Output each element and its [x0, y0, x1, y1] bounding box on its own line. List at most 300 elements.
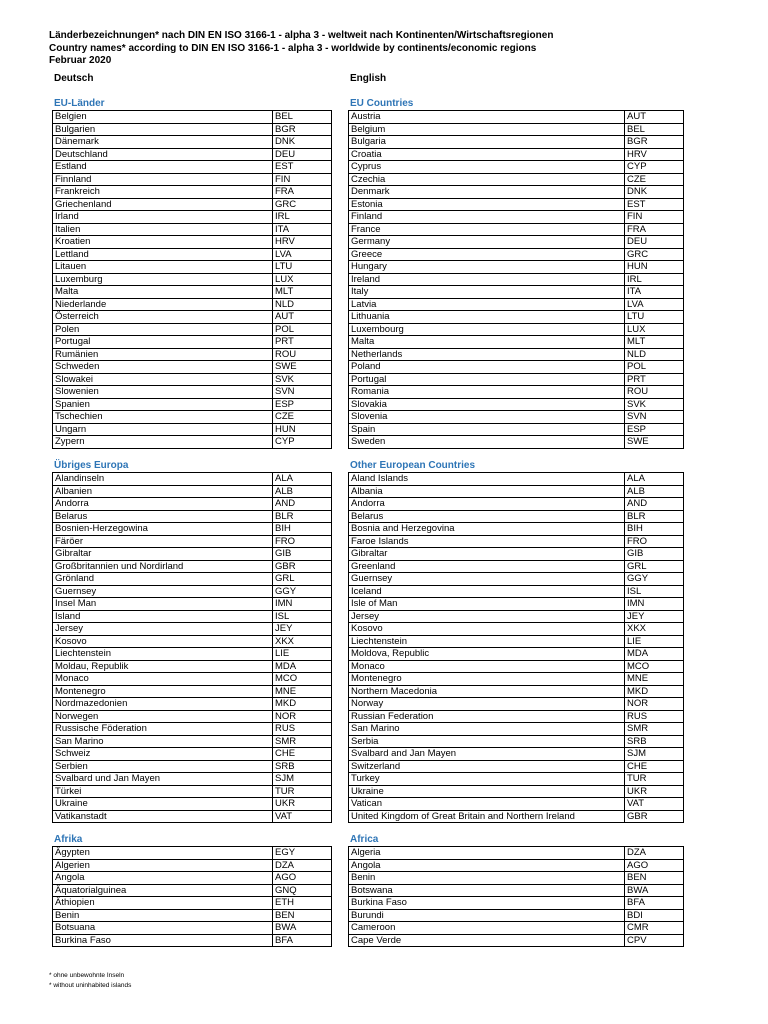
country-name: Slowakei	[53, 373, 273, 386]
table-row	[53, 485, 332, 498]
table-row	[349, 760, 684, 773]
country-name: Alandinseln	[53, 473, 273, 486]
table-row	[53, 236, 332, 249]
country-name: Faroe Islands	[349, 535, 625, 548]
country-code: LIE	[625, 635, 684, 648]
column-header-english: English	[350, 73, 387, 84]
table-row	[349, 773, 684, 786]
country-code: GIB	[625, 548, 684, 561]
country-code: SWE	[273, 361, 332, 374]
table-row	[349, 785, 684, 798]
table-row	[349, 211, 684, 224]
table-row	[53, 785, 332, 798]
table-row	[349, 311, 684, 324]
country-code: SVN	[625, 411, 684, 424]
country-code: AGO	[625, 859, 684, 872]
table-row	[349, 735, 684, 748]
country-code: CPV	[625, 934, 684, 947]
table-row	[53, 798, 332, 811]
country-name: Cyprus	[349, 161, 625, 174]
country-code: GRL	[273, 573, 332, 586]
country-name: Latvia	[349, 298, 625, 311]
table-row	[349, 336, 684, 349]
country-name: Jersey	[53, 623, 273, 636]
country-code: VAT	[273, 810, 332, 823]
country-code: BIH	[625, 523, 684, 536]
table-row	[53, 261, 332, 274]
country-code: CHE	[625, 760, 684, 773]
country-code: ALA	[625, 473, 684, 486]
country-name: San Marino	[349, 723, 625, 736]
country-code: BIH	[273, 523, 332, 536]
country-code: EST	[273, 161, 332, 174]
table-row	[349, 523, 684, 536]
country-name: Andorra	[53, 498, 273, 511]
title-english: Country names* according to DIN EN ISO 3166-1 - alpha 3 - worldwide by continents/economic regions	[49, 42, 537, 54]
table-row	[349, 560, 684, 573]
country-code: HRV	[273, 236, 332, 249]
country-name: Svalbard and Jan Mayen	[349, 748, 625, 761]
country-code: AUT	[625, 111, 684, 124]
country-name: Litauen	[53, 261, 273, 274]
table-row	[349, 685, 684, 698]
country-name: Estland	[53, 161, 273, 174]
country-name: Nordmazedonien	[53, 698, 273, 711]
table-row	[349, 348, 684, 361]
table-row	[53, 398, 332, 411]
country-code: MLT	[625, 336, 684, 349]
country-code: RUS	[273, 723, 332, 736]
country-name: Äthiopien	[53, 897, 273, 910]
footnotes	[49, 971, 131, 991]
country-name: Moldau, Republik	[53, 660, 273, 673]
country-code: CMR	[625, 922, 684, 935]
table-row	[53, 698, 332, 711]
section-title: Übriges Europa	[54, 460, 129, 471]
country-code: SVK	[625, 398, 684, 411]
section-title: Afrika	[54, 834, 83, 845]
country-name: Niederlande	[53, 298, 273, 311]
country-code: ETH	[273, 897, 332, 910]
country-code: IRL	[273, 211, 332, 224]
country-name: Irland	[53, 211, 273, 224]
table-row	[349, 635, 684, 648]
table-row	[53, 585, 332, 598]
country-code: IRL	[625, 273, 684, 286]
table-row	[53, 161, 332, 174]
table-row	[349, 298, 684, 311]
country-code: MNE	[273, 685, 332, 698]
country-name: Türkei	[53, 785, 273, 798]
section-en-0	[348, 97, 684, 449]
table-row	[349, 810, 684, 823]
table-row	[349, 248, 684, 261]
country-code: FRA	[273, 186, 332, 199]
country-name: Luxemburg	[53, 273, 273, 286]
country-code: EGY	[273, 847, 332, 860]
country-code: LIE	[273, 648, 332, 661]
table-row	[53, 847, 332, 860]
country-name: Zypern	[53, 436, 273, 449]
country-code: GRC	[625, 248, 684, 261]
table-row	[349, 423, 684, 436]
country-code: DZA	[625, 847, 684, 860]
country-name: Tschechien	[53, 411, 273, 424]
country-code: DZA	[273, 859, 332, 872]
table-row	[349, 585, 684, 598]
table-row	[53, 498, 332, 511]
country-code: UKR	[273, 798, 332, 811]
country-name: Ägypten	[53, 847, 273, 860]
country-name: Deutschland	[53, 148, 273, 161]
table-row	[349, 548, 684, 561]
country-code: GBR	[625, 810, 684, 823]
country-name: Cameroon	[349, 922, 625, 935]
country-code: SMR	[273, 735, 332, 748]
country-code: AGO	[273, 872, 332, 885]
table-row	[53, 148, 332, 161]
country-name: Greece	[349, 248, 625, 261]
country-code: SRB	[273, 760, 332, 773]
country-name: Guernsey	[349, 573, 625, 586]
table-row	[349, 872, 684, 885]
table-row	[349, 273, 684, 286]
country-name: Gibraltar	[349, 548, 625, 561]
country-code: POL	[273, 323, 332, 336]
country-name: Iceland	[349, 585, 625, 598]
country-table	[52, 110, 332, 449]
table-row	[349, 909, 684, 922]
table-row	[53, 735, 332, 748]
country-code: MCO	[273, 673, 332, 686]
table-row	[53, 123, 332, 136]
country-name: Estonia	[349, 198, 625, 211]
table-row	[349, 161, 684, 174]
country-name: Bosnia and Herzegovina	[349, 523, 625, 536]
country-code: ITA	[273, 223, 332, 236]
country-code: LUX	[273, 273, 332, 286]
country-code: HUN	[625, 261, 684, 274]
country-code: ISL	[625, 585, 684, 598]
table-row	[349, 111, 684, 124]
table-row	[53, 723, 332, 736]
country-name: France	[349, 223, 625, 236]
country-name: Slowenien	[53, 386, 273, 399]
country-code: CHE	[273, 748, 332, 761]
table-row	[53, 111, 332, 124]
table-row	[349, 648, 684, 661]
table-row	[349, 173, 684, 186]
table-row	[349, 186, 684, 199]
table-row	[349, 373, 684, 386]
country-code: NOR	[625, 698, 684, 711]
country-name: Austria	[349, 111, 625, 124]
country-name: Ukraine	[349, 785, 625, 798]
country-name: Schweden	[53, 361, 273, 374]
table-row	[53, 673, 332, 686]
country-code: GRL	[625, 560, 684, 573]
country-name: Serbia	[349, 735, 625, 748]
country-name: Andorra	[349, 498, 625, 511]
country-table	[52, 846, 332, 947]
country-name: Slovenia	[349, 411, 625, 424]
country-name: Botswana	[349, 884, 625, 897]
country-name: Norwegen	[53, 710, 273, 723]
country-name: Germany	[349, 236, 625, 249]
country-name: Monaco	[53, 673, 273, 686]
country-name: Denmark	[349, 186, 625, 199]
country-code: GGY	[625, 573, 684, 586]
country-code: AND	[273, 498, 332, 511]
country-name: Cape Verde	[349, 934, 625, 947]
country-name: Norway	[349, 698, 625, 711]
country-code: VAT	[625, 798, 684, 811]
table-row	[349, 136, 684, 149]
country-code: CZE	[625, 173, 684, 186]
country-table	[52, 472, 332, 823]
country-code: SMR	[625, 723, 684, 736]
country-name: Insel Man	[53, 598, 273, 611]
table-row	[53, 286, 332, 299]
table-row	[53, 635, 332, 648]
country-name: Portugal	[349, 373, 625, 386]
country-name: Jersey	[349, 610, 625, 623]
table-row	[53, 548, 332, 561]
country-code: DEU	[273, 148, 332, 161]
table-row	[349, 535, 684, 548]
country-name: Ukraine	[53, 798, 273, 811]
table-row	[349, 436, 684, 449]
section-de-1	[52, 459, 332, 823]
country-name: Dänemark	[53, 136, 273, 149]
country-name: Kroatien	[53, 236, 273, 249]
country-name: Poland	[349, 361, 625, 374]
section-title: EU-Länder	[54, 98, 105, 109]
country-code: BGR	[625, 136, 684, 149]
country-table	[348, 846, 684, 947]
country-name: Angola	[53, 872, 273, 885]
table-row	[349, 698, 684, 711]
table-row	[349, 223, 684, 236]
country-code: BDI	[625, 909, 684, 922]
country-name: Benin	[53, 909, 273, 922]
section-title: Africa	[350, 834, 379, 845]
table-row	[53, 386, 332, 399]
table-row	[53, 523, 332, 536]
country-code: XKX	[625, 623, 684, 636]
table-row	[53, 610, 332, 623]
country-code: LVA	[273, 248, 332, 261]
country-code: ISL	[273, 610, 332, 623]
country-code: SJM	[273, 773, 332, 786]
country-name: Turkey	[349, 773, 625, 786]
country-name: Schweiz	[53, 748, 273, 761]
country-code: IMN	[273, 598, 332, 611]
country-name: Benin	[349, 872, 625, 885]
country-name: Belarus	[349, 510, 625, 523]
table-row	[349, 573, 684, 586]
country-code: HUN	[273, 423, 332, 436]
table-row	[53, 660, 332, 673]
table-row	[349, 598, 684, 611]
country-code: ROU	[625, 386, 684, 399]
table-row	[349, 710, 684, 723]
country-name: Albania	[349, 485, 625, 498]
country-name: Belgium	[349, 123, 625, 136]
country-name: Spanien	[53, 398, 273, 411]
country-code: GRC	[273, 198, 332, 211]
table-row	[53, 436, 332, 449]
table-row	[53, 897, 332, 910]
country-code: DEU	[625, 236, 684, 249]
country-code: BWA	[625, 884, 684, 897]
country-name: Slovakia	[349, 398, 625, 411]
table-row	[53, 710, 332, 723]
table-row	[53, 198, 332, 211]
country-name: Finnland	[53, 173, 273, 186]
country-code: SRB	[625, 735, 684, 748]
country-table	[348, 472, 684, 823]
country-name: Algerien	[53, 859, 273, 872]
country-name: Färöer	[53, 535, 273, 548]
country-code: ESP	[273, 398, 332, 411]
country-name: Malta	[53, 286, 273, 299]
table-row	[53, 311, 332, 324]
table-row	[349, 286, 684, 299]
country-code: FRO	[625, 535, 684, 548]
country-code: LTU	[273, 261, 332, 274]
country-name: Moldova, Republic	[349, 648, 625, 661]
table-row	[53, 685, 332, 698]
country-code: AUT	[273, 311, 332, 324]
country-code: ROU	[273, 348, 332, 361]
table-row	[349, 884, 684, 897]
table-row	[349, 398, 684, 411]
country-code: TUR	[273, 785, 332, 798]
country-name: San Marino	[53, 735, 273, 748]
footnote-english: * without uninhabited islands	[49, 982, 132, 989]
country-name: Aland Islands	[349, 473, 625, 486]
table-row	[349, 261, 684, 274]
country-name: Croatia	[349, 148, 625, 161]
country-name: Hungary	[349, 261, 625, 274]
country-code: DNK	[625, 186, 684, 199]
table-row	[53, 473, 332, 486]
country-code: GBR	[273, 560, 332, 573]
country-name: Greenland	[349, 560, 625, 573]
country-name: Polen	[53, 323, 273, 336]
table-row	[53, 598, 332, 611]
table-row	[53, 323, 332, 336]
country-code: GIB	[273, 548, 332, 561]
footnote-german: * ohne unbewohnte Inseln	[49, 972, 125, 979]
country-code: DNK	[273, 136, 332, 149]
table-row	[349, 510, 684, 523]
table-row	[53, 510, 332, 523]
country-code: RUS	[625, 710, 684, 723]
country-name: Frankreich	[53, 186, 273, 199]
table-row	[53, 648, 332, 661]
country-name: Isle of Man	[349, 598, 625, 611]
country-code: GNQ	[273, 884, 332, 897]
country-name: Serbien	[53, 760, 273, 773]
country-name: Ungarn	[53, 423, 273, 436]
table-row	[53, 884, 332, 897]
table-row	[53, 348, 332, 361]
country-name: Großbritannien und Nordirland	[53, 560, 273, 573]
country-code: NLD	[273, 298, 332, 311]
country-name: Gibraltar	[53, 548, 273, 561]
country-code: CYP	[625, 161, 684, 174]
country-code: BEN	[273, 909, 332, 922]
country-code: FIN	[625, 211, 684, 224]
table-row	[349, 411, 684, 424]
section-title: EU Countries	[350, 98, 414, 109]
country-code: POL	[625, 361, 684, 374]
country-name: Burundi	[349, 909, 625, 922]
country-name: Portugal	[53, 336, 273, 349]
country-name: Netherlands	[349, 348, 625, 361]
country-code: CYP	[273, 436, 332, 449]
country-code: BGR	[273, 123, 332, 136]
table-row	[349, 386, 684, 399]
country-name: Botsuana	[53, 922, 273, 935]
country-name: Russian Federation	[349, 710, 625, 723]
country-name: Ireland	[349, 273, 625, 286]
country-name: Liechtenstein	[349, 635, 625, 648]
country-code: MKD	[625, 685, 684, 698]
country-code: TUR	[625, 773, 684, 786]
table-row	[53, 336, 332, 349]
country-name: Griechenland	[53, 198, 273, 211]
country-code: XKX	[273, 635, 332, 648]
country-name: Spain	[349, 423, 625, 436]
country-code: SVN	[273, 386, 332, 399]
table-row	[53, 211, 332, 224]
table-row	[53, 248, 332, 261]
section-en-2	[348, 833, 684, 947]
country-code: PRT	[625, 373, 684, 386]
country-code: BEL	[625, 123, 684, 136]
country-code: MLT	[273, 286, 332, 299]
country-code: SWE	[625, 436, 684, 449]
country-code: BEL	[273, 111, 332, 124]
country-name: Bulgaria	[349, 136, 625, 149]
country-code: NLD	[625, 348, 684, 361]
title-date: Februar 2020	[49, 55, 112, 67]
table-row	[53, 186, 332, 199]
section-title: Other European Countries	[350, 460, 476, 471]
country-code: SVK	[273, 373, 332, 386]
table-row	[53, 373, 332, 386]
table-row	[53, 909, 332, 922]
country-name: Bulgarien	[53, 123, 273, 136]
table-row	[53, 810, 332, 823]
table-row	[349, 123, 684, 136]
title-german: Länderbezeichnungen* nach DIN EN ISO 3166-1 - alpha 3 - weltweit nach Kontinenten/Wirtschaftsregionen	[49, 30, 554, 41]
country-code: ALA	[273, 473, 332, 486]
country-name: Monaco	[349, 660, 625, 673]
table-row	[53, 934, 332, 947]
table-row	[349, 673, 684, 686]
country-name: Island	[53, 610, 273, 623]
table-row	[53, 760, 332, 773]
table-row	[349, 610, 684, 623]
country-code: EST	[625, 198, 684, 211]
country-name: Belgien	[53, 111, 273, 124]
country-name: Montenegro	[53, 685, 273, 698]
table-row	[349, 473, 684, 486]
